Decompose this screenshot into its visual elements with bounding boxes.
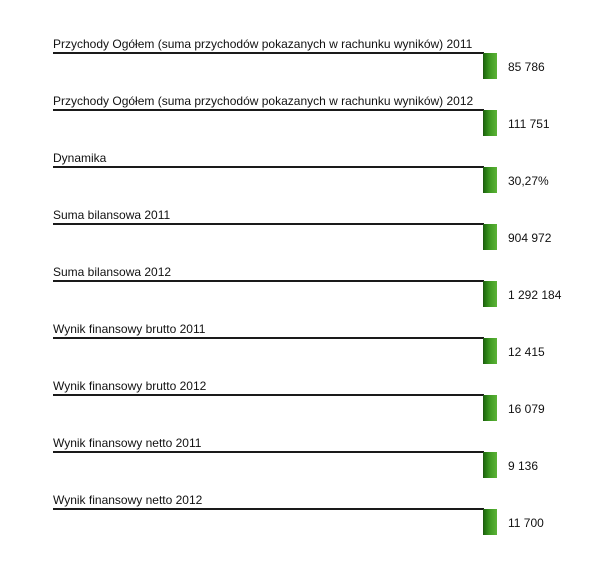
row-revenue-2012 <box>0 94 600 151</box>
row-gross-result-2011 <box>0 322 600 379</box>
row-label: Przychody Ogółem (suma przychodów pokazanych w rachunku wyników) 2012 <box>53 94 474 108</box>
row-label: Wynik finansowy brutto 2012 <box>53 379 207 393</box>
value-bar-marker <box>483 110 497 136</box>
row-value: 30,27% <box>508 174 549 188</box>
row-underline <box>53 508 484 510</box>
row-label: Wynik finansowy netto 2012 <box>53 493 203 507</box>
row-net-result-2012 <box>0 493 600 550</box>
row-net-result-2011 <box>0 436 600 493</box>
row-value: 11 700 <box>508 516 544 530</box>
value-bar-marker <box>483 224 497 250</box>
row-label: Wynik finansowy brutto 2011 <box>53 322 206 336</box>
row-underline <box>53 451 484 453</box>
row-underline <box>53 394 484 396</box>
row-underline <box>53 223 484 225</box>
value-bar-marker <box>483 281 497 307</box>
row-gross-result-2012 <box>0 379 600 436</box>
row-balance-2011 <box>0 208 600 265</box>
row-dynamics <box>0 151 600 208</box>
row-label: Dynamika <box>53 151 107 165</box>
row-label: Wynik finansowy netto 2011 <box>53 436 202 450</box>
row-underline <box>53 109 484 111</box>
row-label: Przychody Ogółem (suma przychodów pokazanych w rachunku wyników) 2011 <box>53 37 473 51</box>
row-revenue-2011 <box>0 37 600 94</box>
row-label: Suma bilansowa 2012 <box>53 265 172 279</box>
row-underline <box>53 337 484 339</box>
row-label: Suma bilansowa 2011 <box>53 208 171 222</box>
row-value: 16 079 <box>508 402 545 416</box>
row-value: 12 415 <box>508 345 545 359</box>
value-bar-marker <box>483 509 497 535</box>
row-value: 904 972 <box>508 231 552 245</box>
row-underline <box>53 280 484 282</box>
row-value: 85 786 <box>508 60 545 74</box>
value-bar-marker <box>483 53 497 79</box>
value-bar-marker <box>483 167 497 193</box>
row-value: 1 292 184 <box>508 288 562 302</box>
row-underline <box>53 166 484 168</box>
value-bar-marker <box>483 452 497 478</box>
row-value: 111 751 <box>508 117 550 131</box>
row-balance-2012 <box>0 265 600 322</box>
value-bar-marker <box>483 395 497 421</box>
value-bar-marker <box>483 338 497 364</box>
row-value: 9 136 <box>508 459 539 473</box>
row-underline <box>53 52 484 54</box>
